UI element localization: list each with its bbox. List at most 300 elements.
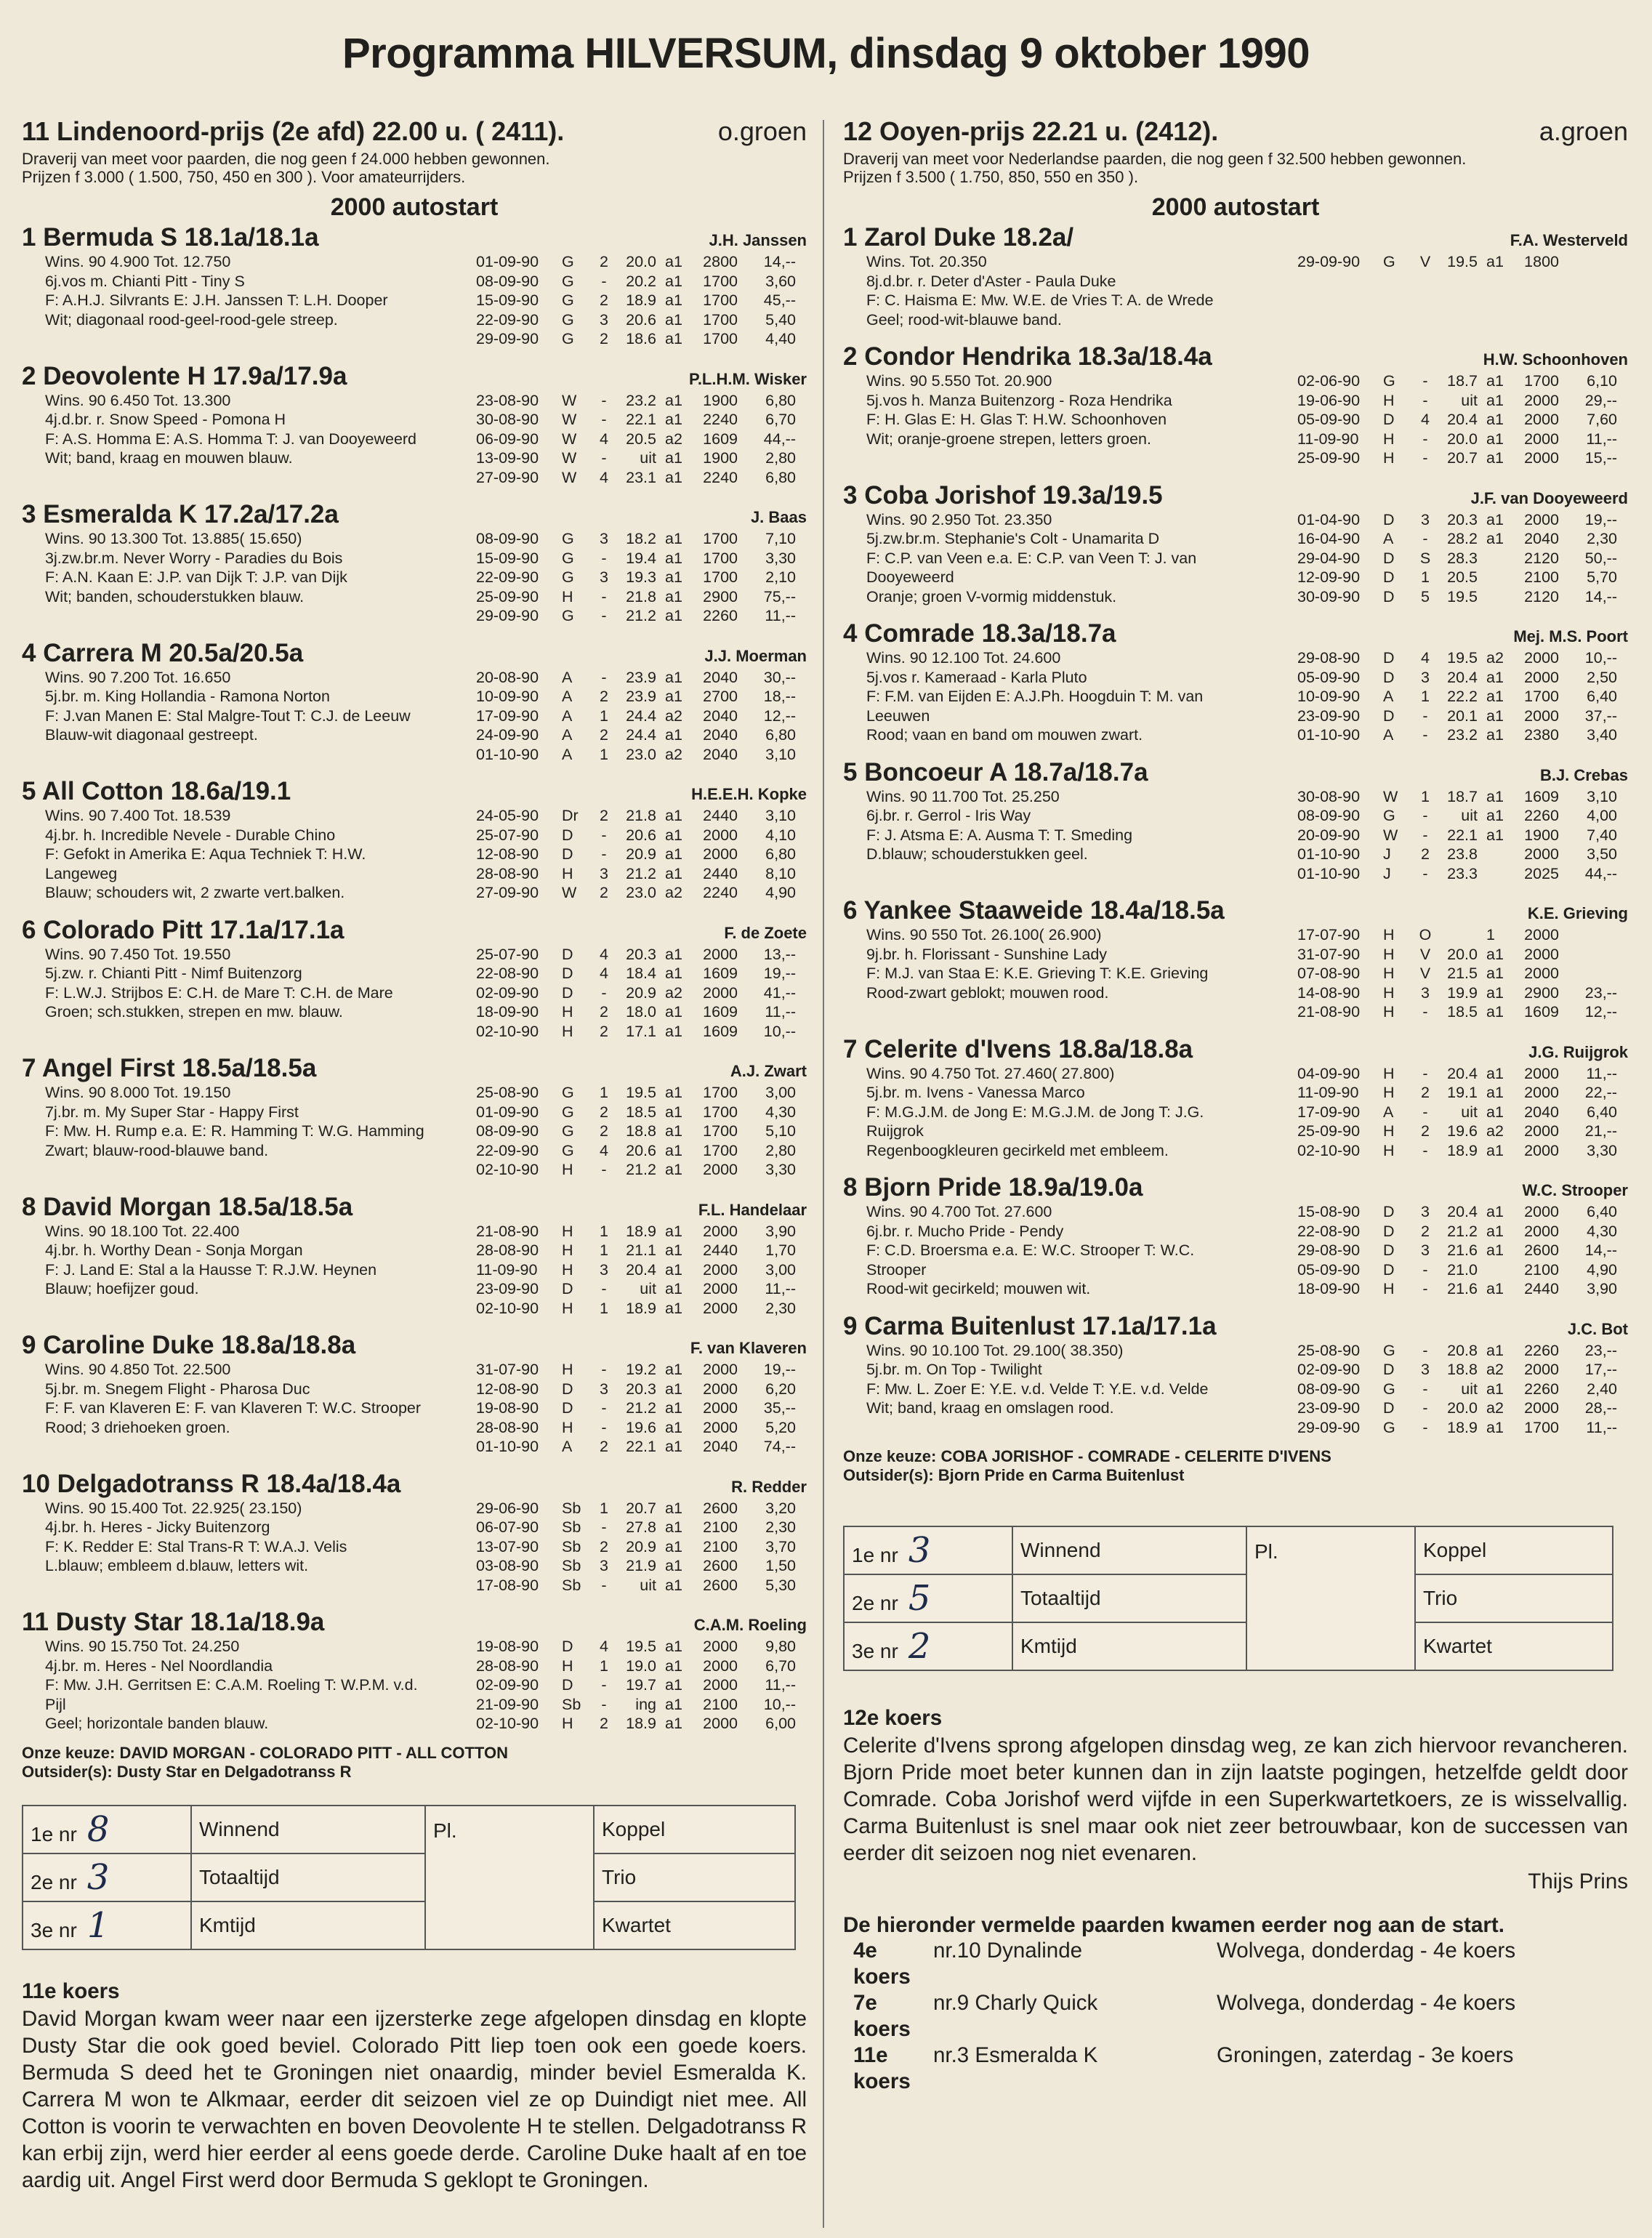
result-cell: 4 [600,430,608,448]
previous-start-location: Wolvega, donderdag - 4e koers [1217,1991,1516,2015]
horse-header [22,1608,807,1637]
horse-info-line: Wins. 90 7.400 Tot. 18.539 [45,807,231,824]
bet-right-cell[interactable]: Kwartet [1415,1622,1613,1670]
result-cell: - [1422,826,1428,844]
result-cell: 50,-- [1584,549,1617,567]
result-row [476,1576,807,1595]
result-cell: D [562,1399,573,1417]
result-cell: 5,20 [765,1418,796,1436]
previous-starts [843,1913,1628,2095]
result-row [1297,430,1628,449]
result-row [1297,925,1628,945]
horse-info-line: F: C.P. van Veen e.a. E: C.P. van Veen T: J. van Dooyeweerd [866,549,1197,586]
result-cell: 2 [600,1022,608,1040]
horse-name: 3 Esmeralda K 17.2a/17.2a [22,500,339,528]
result-cell: a1 [1486,1341,1504,1359]
result-cell: 5,40 [765,310,796,329]
result-cell: a1 [665,1003,682,1021]
horse-info-line: Wins. 90 15.400 Tot. 22.925( 23.150) [45,1499,302,1517]
result-row [476,252,807,272]
result-cell: a1 [665,965,682,982]
result-cell: 1 [600,1222,608,1240]
result-cell: a1 [665,1576,682,1594]
result-cell: a1 [665,1518,682,1536]
result-cell: ing [635,1695,656,1713]
result-row [1297,687,1628,707]
result-cell: 3,30 [765,1161,796,1178]
result-row [476,864,807,884]
horse-body [22,1083,807,1180]
horse-results [476,1499,807,1595]
result-row [476,1260,807,1280]
bet-nr-cell[interactable] [23,1806,191,1853]
previous-start-row [843,2042,1628,2095]
result-cell: 08-09-90 [476,1122,539,1140]
result-cell: 18.4 [626,965,656,982]
result-cell: 2000 [1524,1399,1559,1417]
horse-info-line: Wins. 90 13.300 Tot. 13.885( 15.650) [45,530,302,547]
result-cell: 21.2 [626,1161,656,1178]
result-cell: 28-08-90 [476,864,539,882]
result-cell: V [1419,253,1431,270]
horse-body [843,1341,1628,1438]
result-cell: 13-07-90 [476,1537,539,1555]
result-cell: 02-10-90 [476,1299,539,1317]
bet-right-cell[interactable]: Kwartet [594,1901,795,1949]
horse-body [22,1222,807,1319]
result-row [476,272,807,291]
result-cell: a1 [665,1380,682,1398]
horse-body [22,529,807,626]
horse-trainer: J.H. Janssen [709,231,807,249]
result-cell: 2000 [703,983,738,1002]
result-cell: D [562,983,573,1002]
result-cell: a1 [665,1161,682,1178]
horse-trainer: K.E. Grieving [1527,904,1628,922]
result-cell: 20-08-90 [476,668,539,686]
result-cell: G [562,1141,574,1159]
result-cell: 3 [600,530,608,547]
horse-info-line: Geel; horizontale banden blauw. [45,1715,269,1732]
result-cell: 2000 [703,1676,738,1694]
result-cell: 25-07-90 [476,826,539,844]
result-cell: 18.9 [626,291,656,309]
result-cell: a1 [1486,826,1504,844]
result-cell: a1 [1486,1418,1504,1436]
result-cell: 1 [600,707,608,725]
result-cell: 18.9 [626,1299,656,1317]
result-cell: 20.2 [626,272,656,290]
result-cell: 11,-- [765,1676,796,1694]
horse-results [476,391,807,488]
horse-body [843,371,1628,468]
horse-body [22,252,807,349]
horse-info-line: Regenboogkleuren gecirkeld met embleem. [866,1141,1169,1159]
result-cell: 7,10 [765,530,796,547]
result-cell: a1 [665,607,682,624]
horse-results [1297,1341,1628,1438]
result-cell: 17-09-90 [476,707,539,725]
result-row [1297,410,1628,430]
result-cell: 21.5 [1447,965,1478,982]
result-cell: 2000 [1524,965,1559,982]
result-cell: 4,90 [1587,1260,1617,1279]
bet-nr-label: 3e nr [31,1918,77,1941]
result-cell: 19.4 [626,549,656,567]
horse-name: 6 Yankee Staaweide 18.4a/18.5a [843,896,1225,925]
result-cell: 19.7 [626,1676,656,1694]
result-cell: - [601,1399,607,1417]
result-cell: 2000 [703,1222,738,1240]
result-cell: - [1422,864,1428,882]
result-cell: - [1422,707,1428,725]
result-cell: H [1383,1064,1395,1082]
result-cell: a1 [1486,965,1504,982]
result-cell: 22.1 [626,1438,656,1455]
result-cell: 2120 [1524,587,1559,605]
result-cell: D [562,1676,573,1694]
result-cell: a2 [1486,1122,1504,1140]
horse-info [843,787,1246,884]
result-cell: 18.8 [626,1122,656,1140]
result-row [476,1418,807,1438]
result-cell: 2 [1421,845,1430,863]
result-cell: a1 [1486,688,1504,705]
result-cell: 6,00 [765,1715,796,1732]
result-cell: 2000 [703,826,738,844]
bet-row [23,1806,795,1853]
result-cell: 2040 [703,726,738,744]
result-cell: a2 [665,707,682,725]
result-cell: a1 [665,668,682,686]
result-cell: 3 [1421,510,1430,528]
result-cell: a1 [665,1361,682,1378]
result-cell: 2240 [703,468,738,486]
result-row [476,745,807,765]
bet-nr-cell[interactable] [23,1901,191,1949]
result-cell: G [562,1103,574,1121]
bet-pl-cell[interactable]: Pl. [425,1806,594,1949]
horse-info-line: Wit; oranje-groene strepen, letters groen. [866,430,1151,448]
result-cell: 2700 [703,688,738,705]
result-cell: H [1383,391,1395,409]
result-cell: - [1422,726,1428,744]
result-cell: 21.2 [1447,1222,1478,1240]
result-cell: 2 [600,291,608,309]
result-row [476,845,807,864]
bet-type-cell: Kmtijd [191,1901,425,1949]
race-condition-line: Prijzen f 3.000 ( 1.500, 750, 450 en 300 ). Voor amateurrijders. [22,168,466,186]
result-cell: 1700 [1524,372,1559,390]
result-cell: 19.6 [1447,1122,1478,1140]
result-cell: 11-09-90 [1297,430,1359,448]
horse-info-line: 4j.br. h. Worthy Dean - Sonja Morgan [45,1241,303,1259]
result-row [476,1380,807,1399]
result-cell: a1 [1486,1084,1504,1101]
result-cell: a1 [665,1141,682,1159]
horse-trainer: R. Redder [731,1477,807,1496]
bet-right-cell[interactable]: Koppel [594,1806,795,1853]
result-cell: 2,30 [1587,530,1617,547]
result-cell: 4 [600,965,608,982]
result-cell: 29,-- [1584,391,1617,409]
result-cell: 19.2 [626,1361,656,1378]
result-cell: D [562,845,573,863]
result-cell: 2000 [703,1260,738,1279]
bet-row [844,1622,1613,1670]
result-cell: 1900 [703,449,738,467]
result-cell [1486,864,1514,884]
result-cell: 1 [1486,926,1495,943]
result-cell: 23-09-90 [1297,1399,1361,1417]
result-cell: - [601,411,607,428]
horse-results [476,1637,807,1734]
result-cell: 2040 [703,745,738,763]
previous-start-row [843,1938,1628,1990]
result-cell: D [1383,1399,1395,1417]
result-cell: 18.5 [1447,1003,1478,1021]
bet-nr-cell[interactable] [844,1526,1012,1574]
result-row [476,1714,807,1734]
result-cell: 20.3 [626,1380,656,1398]
result-cell: a1 [1486,430,1504,448]
horse-info-line: 4j.br. h. Incredible Nevele - Durable Chino [45,826,336,844]
result-cell: 23-08-90 [476,391,539,409]
bet-nr-cell[interactable] [844,1574,1012,1622]
result-cell: a1 [665,1715,682,1732]
result-cell: G [1383,372,1395,390]
result-cell: 19.1 [1447,1084,1478,1101]
result-cell: 21-09-90 [476,1695,539,1713]
bet-nr-cell[interactable] [23,1853,191,1901]
result-cell: - [601,983,607,1002]
result-cell: 29-06-90 [476,1499,539,1517]
result-cell: - [601,607,607,624]
result-cell: a1 [1486,945,1504,963]
result-cell: H [1383,430,1395,448]
result-cell: H [562,587,573,605]
result-row [476,1695,807,1715]
result-cell: 19,-- [763,965,796,982]
horse-trainer: J.F. van Dooyeweerd [1470,488,1628,507]
result-cell: a1 [1486,1003,1504,1021]
result-cell: 03-08-90 [476,1557,539,1574]
horse-info [22,806,425,903]
result-cell: 2000 [703,945,738,963]
result-cell: 2,80 [765,449,796,467]
horse-name: 7 Angel First 18.5a/18.5a [22,1054,317,1082]
result-row [1297,1064,1628,1084]
result-cell: 18.9 [1447,1418,1478,1436]
race-condition-line: Draverij van meet voor Nederlandse paarden, die nog geen f 32.500 hebben gewonnen. [843,150,1467,168]
previous-start-horse: nr.3 Esmeralda K [933,2043,1098,2067]
result-cell: H [562,1003,573,1021]
result-cell [1486,549,1514,568]
result-cell: 4 [600,1638,608,1655]
result-cell: 25-08-90 [476,1084,539,1101]
bet-pl-cell[interactable]: Pl. [1246,1526,1415,1670]
result-cell: 2 [600,1122,608,1140]
result-cell: O [1419,926,1432,943]
result-cell: 01-10-90 [476,1438,539,1455]
result-cell: - [1422,372,1428,390]
result-cell: 2 [600,1003,608,1021]
previous-start-race: 11e koers [853,2043,911,2093]
result-cell: 3 [1421,1361,1430,1378]
result-row [1297,707,1628,726]
horse-entry [22,362,807,488]
result-cell: 27.8 [626,1518,656,1536]
result-cell: 02-10-90 [476,1022,539,1040]
result-cell: D [1383,549,1395,567]
horse-info-line: F: A.S. Homma E: A.S. Homma T: J. van Dooyeweerd [45,430,417,448]
horse-info-line: F: M.G.J.M. de Jong E: M.G.J.M. de Jong T: J.G. Ruijgrok [866,1103,1204,1140]
result-cell: A [562,707,573,725]
result-cell: 44,-- [763,430,796,448]
result-cell: 18.5 [626,1103,656,1121]
result-cell: 07-08-90 [1297,965,1361,982]
our-choice-text: Onze keuze: DAVID MORGAN - COLORADO PITT - ALL COTTON [22,1743,508,1762]
result-cell: 2,30 [765,1518,796,1536]
horse-info-line: 7j.br. m. My Super Star - Happy First [45,1103,299,1121]
horse-info-line: 4j.br. m. Heres - Nel Noordlandia [45,1657,273,1675]
horse-entry [22,500,807,626]
horse-info-line: Wins. 90 4.750 Tot. 27.460( 27.800) [866,1064,1115,1082]
horse-info-line: 5j.zw. r. Chianti Pitt - Nimf Buitenzorg [45,965,302,982]
result-cell: 5,70 [1587,568,1617,586]
result-row [476,883,807,903]
horse-body [843,252,1628,329]
result-row [476,1657,807,1676]
result-cell: a1 [1486,1241,1504,1259]
result-row [476,291,807,310]
result-cell: 05-09-90 [1297,1260,1361,1279]
result-cell: 2000 [703,1715,738,1732]
horse-trainer: H.W. Schoonhoven [1483,350,1628,369]
result-cell: 1 [600,745,608,763]
horse-name: 2 Condor Hendrika 18.3a/18.4a [843,342,1212,371]
result-row [476,1398,807,1418]
horse-info-line: Wins. 90 8.000 Tot. 19.150 [45,1084,231,1101]
previous-starts-list [843,1938,1628,2095]
previous-start-row [843,1990,1628,2042]
result-cell: 3,70 [765,1537,796,1555]
result-cell: a1 [1486,787,1504,805]
result-cell: 2100 [703,1695,738,1713]
result-cell [1486,1260,1514,1280]
result-cell: 21.9 [626,1557,656,1574]
result-row [1297,568,1628,587]
bet-nr-cell[interactable] [844,1622,1012,1670]
result-row [1297,1141,1628,1161]
horse-info [22,945,425,1042]
commentary-text: Celerite d'Ivens sprong afgelopen dinsdag weg, ze kan zich hiervoor revancheren. Bjorn Pride moet beter kunnen dan in zijn laatste pogingen, hetzelfde geldt door Comrade. Coba Jorishof werd vijfde in een Superkwartetkoers, ze is wisselvallig. Carma Buitenlust is snel maar ook niet zeer betrouwbaar, kon de successen van eerder dit seizoen nog niet evenaren. [843,1734,1628,1865]
result-row [476,1083,807,1103]
result-cell: 2260 [1524,1380,1559,1398]
result-cell: 30-09-90 [1297,587,1361,605]
result-cell: a1 [665,807,682,824]
result-cell: a2 [665,745,682,763]
result-cell: 22-08-90 [1297,1222,1361,1240]
result-cell: 2800 [703,253,738,270]
result-cell: 18-09-90 [476,1003,539,1021]
horse-info [22,529,425,626]
result-cell: 18.6 [626,330,656,347]
result-cell: H [562,1161,573,1178]
horse-name: 11 Dusty Star 18.1a/18.9a [22,1608,325,1636]
result-row [1297,845,1628,864]
result-row [1297,1241,1628,1260]
result-cell: 1700 [703,1122,738,1140]
result-cell: 14,-- [763,253,796,270]
result-cell: H [562,1299,573,1317]
result-cell: 1 [600,1499,608,1517]
result-cell: H [1383,1280,1395,1297]
bet-right-cell[interactable]: Trio [1415,1574,1613,1622]
result-cell: 31-07-90 [1297,945,1361,963]
result-cell: uit [640,1576,656,1594]
bet-right-cell[interactable]: Trio [594,1853,795,1901]
result-cell: 20.1 [1447,707,1478,725]
commentary-title: 12e koers [843,1706,943,1730]
horse-trainer: B.J. Crebas [1539,765,1628,784]
result-row [476,826,807,845]
result-row [476,310,807,330]
horse-list [22,223,807,1734]
bet-nr-label: 1e nr [852,1544,898,1566]
result-cell: 12,-- [763,707,796,725]
result-cell: 29-08-90 [1297,649,1361,667]
result-cell: 23.1 [626,468,656,486]
horse-info-line: F: Mw. H. Rump e.a. E: R. Hamming T: W.G. Hamming [45,1122,424,1140]
bet-right-cell[interactable]: Koppel [1415,1526,1613,1574]
outsiders-text: Outsider(s): Bjorn Pride en Carma Buitenlust [843,1466,1185,1484]
author: Thijs Prins [1528,1869,1628,1893]
result-cell: 28,-- [1584,1399,1617,1417]
result-cell: - [601,1695,607,1713]
horse-trainer: J.J. Moerman [704,646,807,665]
horse-entry [22,1193,807,1319]
result-cell: a1 [665,468,682,486]
horse-info-line: F: H. Glas E: H. Glas T: H.W. Schoonhoven [866,411,1167,428]
result-cell: a1 [665,330,682,347]
result-cell: 2000 [1524,926,1559,943]
column-divider [823,120,824,2228]
horse-info-line: Wins. 90 2.950 Tot. 23.350 [866,510,1052,528]
horse-info-line: Wins. 90 7.200 Tot. 16.650 [45,668,231,686]
horse-results [476,529,807,626]
result-row [1297,1222,1628,1241]
result-cell: D [1383,668,1395,686]
result-row [476,391,807,411]
result-cell: a1 [1486,372,1504,390]
result-cell: - [1422,1260,1428,1279]
result-cell: 2 [1421,1222,1430,1240]
result-cell: D [1383,1222,1395,1240]
result-cell: 11,-- [1586,430,1617,448]
horse-body [22,1499,807,1595]
result-cell: 19.6 [626,1418,656,1436]
result-cell: 1,70 [765,1241,796,1259]
result-cell: 1700 [1524,688,1559,705]
result-cell: 2000 [1524,1064,1559,1082]
horse-info-line: Wins. 90 7.450 Tot. 19.550 [45,945,231,963]
result-cell: 5,10 [765,1122,796,1140]
result-cell: a1 [665,1657,682,1675]
horse-header [22,639,807,668]
result-cell: 3,60 [765,272,796,290]
result-cell: 04-09-90 [1297,1064,1361,1082]
